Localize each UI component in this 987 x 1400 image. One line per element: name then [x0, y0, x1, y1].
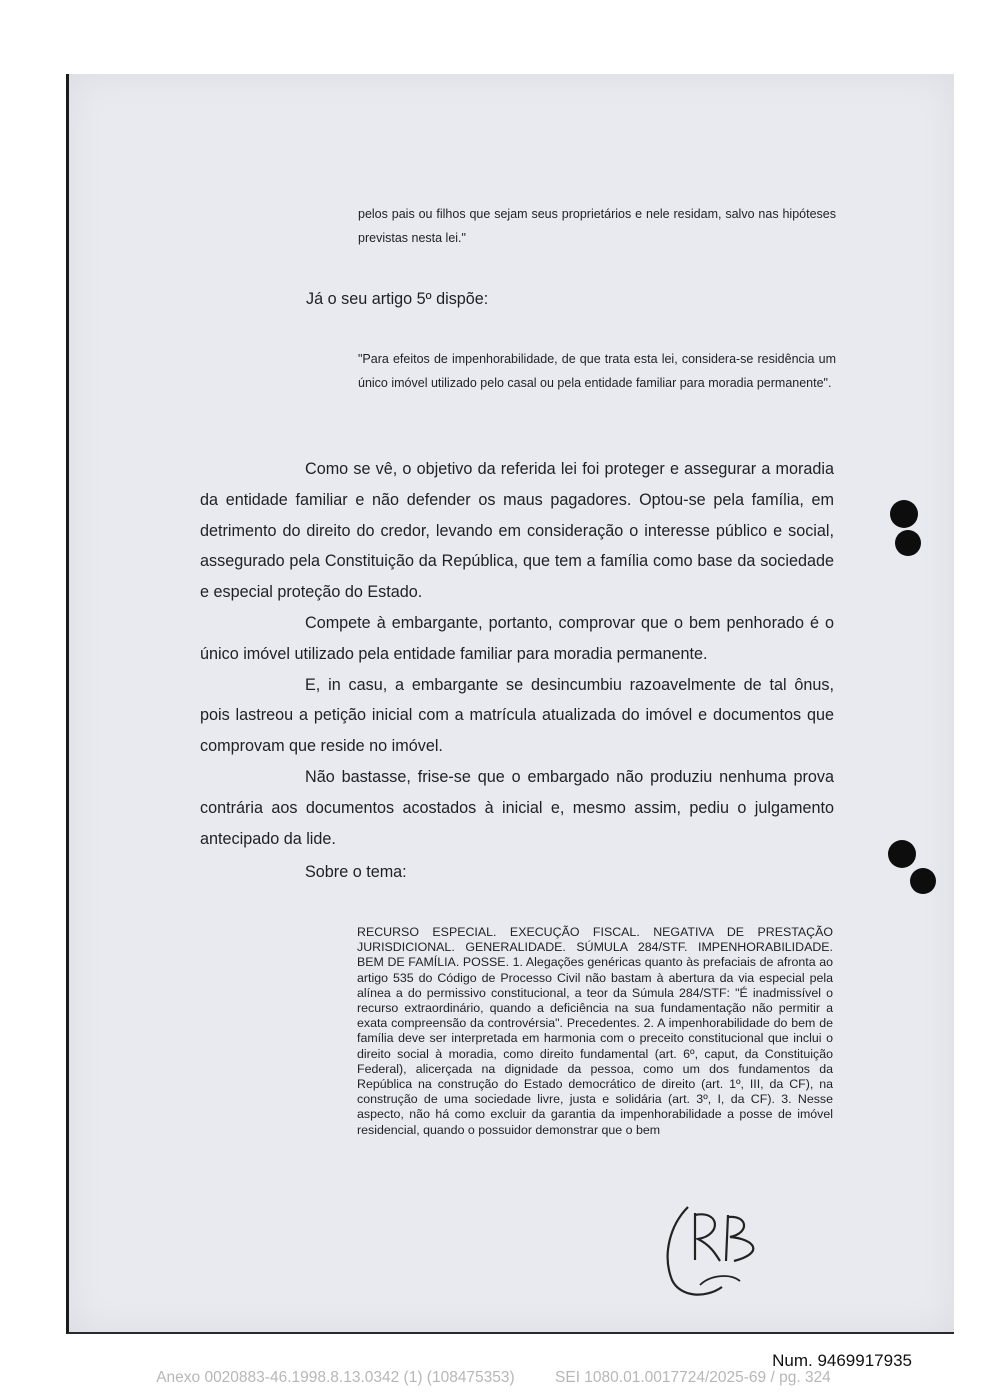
paragraph: Não bastasse, frise-se que o embargado não produziu nenhuma prova contrária aos documentos acostados à inicial e, mesmo assim, pediu o julgamento antecipado da lide.: [200, 767, 834, 848]
punch-hole: [910, 868, 936, 894]
article-intro: Já o seu artigo 5º dispõe:: [306, 290, 489, 308]
article-quote-text: "Para efeitos de impenhorabilidade, de que trata esta lei, considera-se residência um único imóvel utilizado pelo casal ou pela entidade familiar para moradia permanente".: [358, 352, 836, 390]
paragraph: Compete à embargante, portanto, comprovar que o bem penhorado é o único imóvel utilizado pela entidade familiar para moradia permanente.: [200, 613, 834, 663]
document-number: Num. 9469917935: [772, 1351, 912, 1370]
paragraph: Como se vê, o objetivo da referida lei foi proteger e assegurar a moradia da entidade familiar e não defender os maus pagadores. Optou-se pela família, em detrimento do direito do credor, levando em consideração o interesse público e social, assegurado pela Constituição da República, que tem a família como base da sociedade e especial proteção do Estado.: [200, 460, 834, 602]
citation-text: RECURSO ESPECIAL. EXECUÇÃO FISCAL. NEGATIVA DE PRESTAÇÃO JURISDICIONAL. GENERALIDADE. SÚMULA 284/STF. IMPENHORABILIDADE. BEM DE FAMÍLIA. POSSE. 1. Alegações genéricas quanto às prefaciais de afronta ao artigo 535 do Código de Processo Civil não bastam à abertura da via especial pela alínea a do permissivo constitucional, a teor da Súmula 284/STF: "É inadmissível o recurso extraordinário, quando a deficiência na sua fundamentação não permitir a exata compreensão da controvérsia". Precedentes. 2. A impenhorabilidade do bem de família deve ser interpretada em harmonia com o preceito constitucional que inclui o direito social à moradia, como direito fundamental (art. 6º, caput, da Constituição Federal), alicerçada na dignidade da pessoa, como um dos fundamentos da República na construção do Estado democrático de direito (art. 1º, III, da CF), na construção de uma sociedade livre, justa e solidária (art. 3º, I, da CF). 3. Nesse aspecto, não há como excluir da garantia da impenhorabilidade a posse de imóvel residencial, quando o possuidor demonstrar que o bem: [357, 925, 833, 1137]
annex-reference: Anexo 0020883-46.1998.8.13.0342 (1) (108475353): [156, 1369, 515, 1386]
continuation-quote: [358, 202, 836, 250]
punch-hole: [890, 500, 918, 528]
punch-hole: [895, 530, 921, 556]
paragraph: E, in casu, a embargante se desincumbiu razoavelmente de tal ônus, pois lastreou a petição inicial com a matrícula atualizada do imóvel e documentos que comprovam que reside no imóvel.: [200, 675, 834, 756]
sei-reference: SEI 1080.01.0017724/2025-69 / pg. 324: [555, 1369, 831, 1386]
footer-metadata: [0, 1369, 987, 1387]
article-quote: [358, 347, 836, 395]
punch-hole: [888, 840, 916, 868]
signature: [650, 1195, 775, 1305]
jurisprudence-citation: [357, 925, 833, 1138]
topic-intro: Sobre o tema:: [305, 863, 407, 881]
body-paragraphs: [200, 454, 834, 854]
continuation-quote-text: pelos pais ou filhos que sejam seus proprietários e nele residam, salvo nas hipóteses previstas nesta lei.": [358, 207, 836, 245]
